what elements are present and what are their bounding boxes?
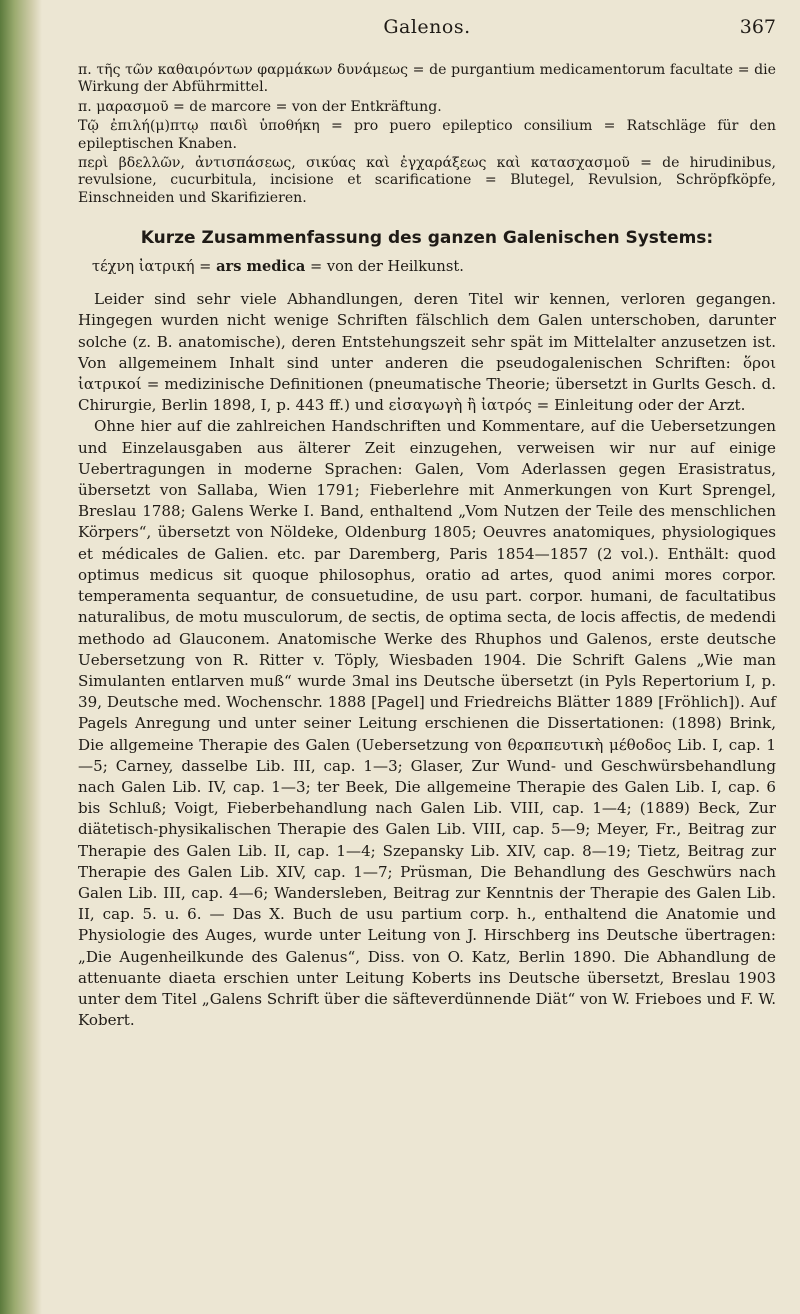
section-heading: Kurze Zusammenfassung des ganzen Galenischen Systems: [140, 228, 714, 249]
paragraph-translations: Ohne hier auf die zahlreichen Handschriften und Kommentare, auf die Uebersetzungen und Einzelausgaben aus älterer Zeit einzugehen, verweisen wir nur auf einige Uebertragungen in moderne Sprachen: Galen, Vom Aderlassen gegen Erasistratus, übersetzt von Sallaba, Wien 1791; Fieberlehre mit Anmerkungen von Kurt Sprengel, Breslau 1788; Galens Werke I. Band, enthaltend „Vom Nutzen der Teile des menschlichen Körpers“, übersetzt von Nöldeke, Oldenburg 1805; Oeuvres anatomiques, physiologiques et médicales de Galien. etc. par Daremberg, Paris 1854—1857 (2 vol.). Enthält: quod optimus medicus sit quoque philosophus, oratio ad artes, quod animi mores corpor. temperamenta sequantur, de consuetudine, de usu part. corpor. humani, de facultatibus naturalibus, de motu musculorum, de sectis, de optima secta, de locis affectis, de medendi methodo ad Glauconem. Anatomische Werke des Rhuphos und Galenos, erste deutsche Uebersetzung von R. Ritter v. Töply, Wiesbaden 1904. Die Schrift Galens „Wie man Simulanten entlarven muß“ wurde 3mal ins Deutsche übersetzt (in Pyls Repertorium I, p. 39, Deutsche med. Wochenschr. 1888 [Pagel] und Friedreichs Blätter 1889 [Fröhlich]). Auf Pagels Anregung und unter seiner Leitung erschienen die Dissertationen: (1898) Brink, Die allgemeine Therapie des Galen (Uebersetzung von θεραπευτικὴ μέθοδος Lib. I, cap. 1—5; Carney, dasselbe Lib. III, cap. 1—3; Glaser, Zur Wund- und Geschwürsbehandlung nach Galen Lib. IV, cap. 1—3; ter Beek, Die allgemeine Therapie des Galen Lib. I, cap. 6 bis Schluß; Voigt, Fieberbehandlung nach Galen Lib. VIII, cap. 1—4; (1889) Beck, Zur diätetisch-physikalischen Therapie des Galen Lib. VIII, cap. 5—9; Meyer, Fr., Beitrag zur Therapie des Galen Lib. II, cap. 1—4; Szepansky Lib. XIV, cap. 8—19; Tietz, Beitrag zur Therapie des Galen Lib. XIV, cap. 1—7; Prüsman, Die Behandlung des Geschwürs nach Galen Lib. III, cap. 4—6; Wandersleben, Beitrag zur Kenntnis der Therapie des Galen Lib. II, cap. 5. u. 6. — Das X. Buch de usu partium corp. h., enthaltend die Anatomie und Physiologie des Auges, wurde unter Leitung von J. Hirschberg ins Deutsche übertragen: „Die Augenheilkunde des Galenus“, Diss. von O. Katz, Berlin 1890. Die Abhandlung de attenuante diaeta erschien unter Leitung Koberts ins Deutsche übersetzt, Breslau 1903 unter dem Titel „Galens Schrift über die säfteverdünnende Diät“ von W. Frieboes und F. W. Kobert. [78, 417, 776, 1030]
definition-greek: τέχνη ἰατρική = [92, 258, 217, 276]
running-title: Galenos. [383, 16, 471, 38]
glossary-entry-hirudinibus: περὶ βδελλῶν, ἀντισπάσεως, σικύας καὶ ἐγχαράξεως καὶ κατασχασμοῦ = de hirudinibus, revulsione, cucurbitula, incisione et scarificatione = Blutegel, Revulsion, Schröpfköpfe, Einschneiden und Skarifizieren. [78, 155, 776, 206]
definition-ars-medica [92, 258, 776, 275]
book-page [78, 10, 776, 1031]
page-header [78, 10, 776, 50]
paragraph-lost-works: Leider sind sehr viele Abhandlungen, deren Titel wir kennen, verloren gegangen. Hingegen wurden nicht wenige Schriften fälschlich dem Galen unterschoben, darunter solche (z. B. anatomische), deren Entstehungszeit sehr spät im Mittelalter anzusetzen ist. Von allgemeinem Inhalt sind unter anderen die pseudogalenischen Schriften: ὅροι ἰατρικοί = medizinische Definitionen (pneumatische Theorie; übersetzt in Gurlts Gesch. d. Chirurgie, Berlin 1898, I, p. 443 ff.) und εἰσαγωγὴ ἢ ἰατρός = Einleitung oder der Arzt. [78, 290, 776, 415]
glossary-entry-marcore: π. μαρασμοῦ = de marcore = von der Entkräftung. [78, 98, 442, 115]
body-text [78, 289, 776, 1031]
definition-rest: = von der Heilkunst. [305, 258, 464, 276]
page-number: 367 [739, 16, 776, 38]
book-spine-shadow [0, 0, 42, 1314]
definition-term: ars medica [216, 258, 306, 276]
glossary-entry-epileptico: Τῷ ἐπιλή(μ)πτῳ παιδὶ ὑποθήκη = pro puero epileptico consilium = Ratschläge für den epileptischen Knaben. [78, 118, 776, 152]
glossary-entry-purgantium: π. τῆς τῶν καθαιρόντων φαρμάκων δυνάμεως = de purgantium medicamentorum facultate = die Wirkung der Abführmittel. [78, 62, 776, 96]
glossary-list [78, 62, 776, 207]
